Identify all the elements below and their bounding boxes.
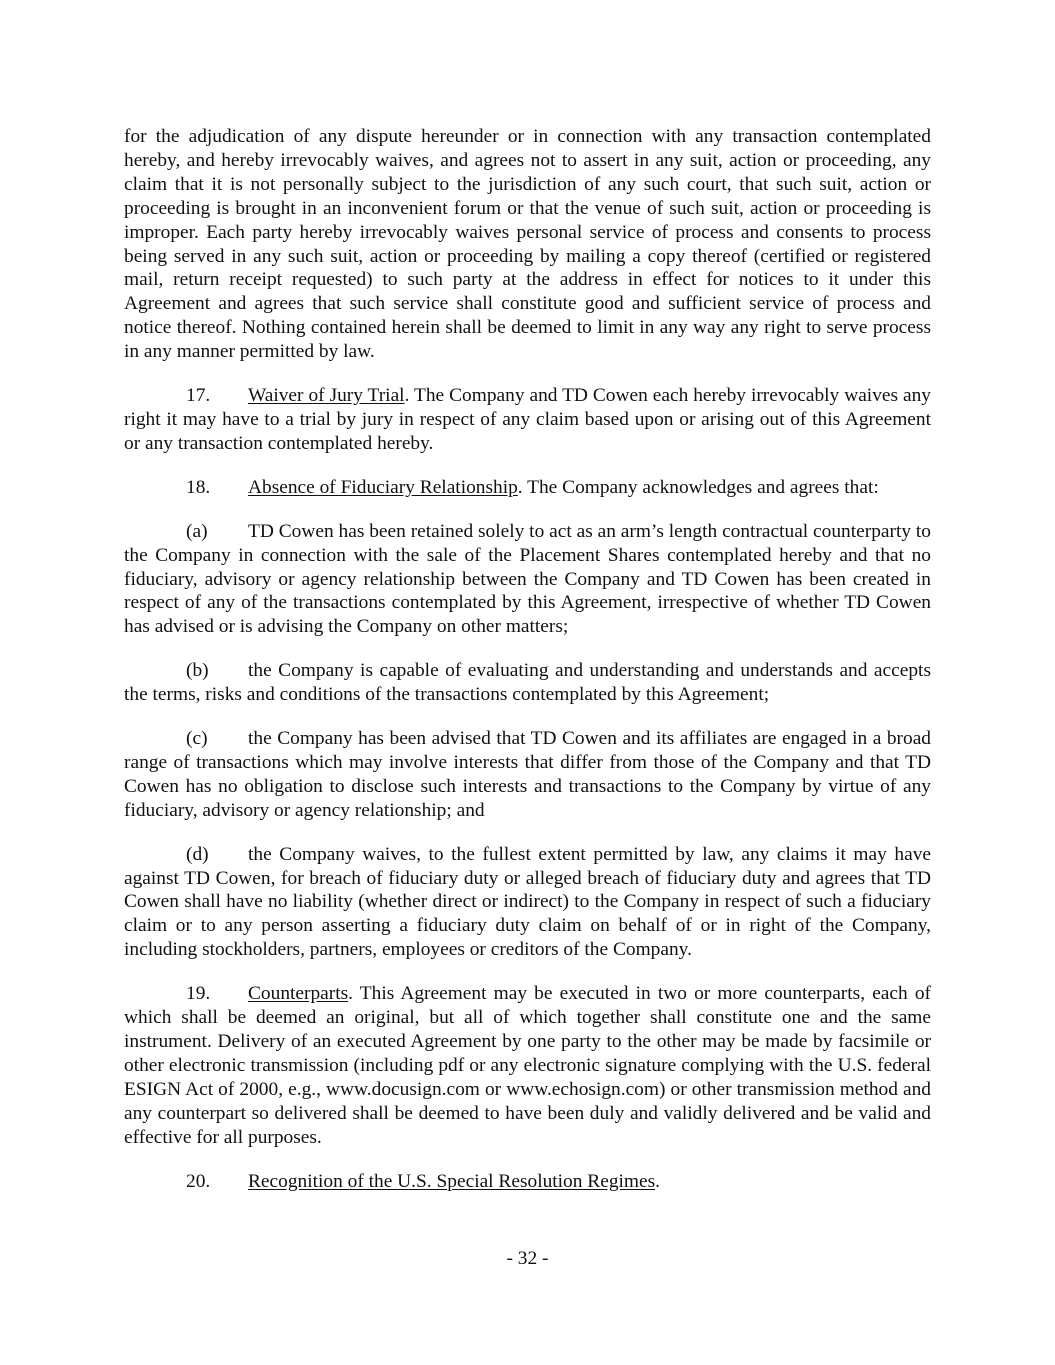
clause-text: the Company waives, to the fullest extent permitted by law, any claims it may have against TD Cowen, for breach of fiduciary duty or alleged breach of fiduciary duty and agrees that TD Cowen shall have no liability (whether direct or indirect) to the Company in respect of such a fiduciary claim or to any person asserting a fiduciary duty claim on behalf of or in right of the Company, including stockholders, partners, employees or creditors of the Company. (124, 843, 931, 961)
clause-label: (a) (186, 520, 208, 542)
clause-label: (b) (186, 660, 209, 682)
clause-text: the Company is capable of evaluating and understanding and understands and accepts the terms, risks and conditions of the transactions contemplated by this Agreement; (124, 660, 931, 706)
section-heading: Absence of Fiduciary Relationship (248, 476, 518, 498)
clause-18b (124, 659, 931, 707)
section-number: 18. (186, 476, 211, 498)
clause-text: the Company has been advised that TD Cowen and its affiliates are engaged in a broad range of transactions which may involve interests that differ from those of the Company and that TD Cowen has no obligation to disclose such interests and transactions to the Company by virtue of any fiduciary, advisory or agency relationship; and (124, 728, 931, 821)
clause-18d (124, 843, 931, 963)
section-heading: Recognition of the U.S. Special Resolution Regimes (248, 1170, 656, 1192)
section-heading: Waiver of Jury Trial (248, 385, 405, 407)
section-text: . The Company and TD Cowen each hereby irrevocably waives any right it may have to a trial by jury in respect of any claim based upon or arising out of this Agreement or any transaction contemplated hereby. (124, 385, 931, 454)
clause-label: (d) (186, 843, 209, 865)
clause-text: TD Cowen has been retained solely to act as an arm’s length contractual counterparty to the Company in connection with the sale of the Placement Shares contemplated hereby and that no fiduciary, advisory or agency relationship between the Company and TD Cowen has been created in respect of any of the transactions contemplated by this Agreement, irrespective of whether TD Cowen has advised or is advising the Company on other matters; (124, 520, 931, 638)
paragraph-continued: for the adjudication of any dispute hereunder or in connection with any transaction contemplated hereby, and hereby irrevocably waives, and agrees not to assert in any suit, action or proceeding, any claim that it is not personally subject to the jurisdiction of any such court, that such suit, action or proceeding is brought in an inconvenient forum or that the venue of such suit, action or proceeding is improper. Each party hereby irrevocably waives personal service of process and consents to process being served in any such suit, action or proceeding by mailing a copy thereof (certified or registered mail, return receipt requested) to such party at the address in effect for notices to it under this Agreement and agrees that such service shall constitute good and sufficient service of process and notice thereof. Nothing contained herein shall be deemed to limit in any way any right to serve process in any manner permitted by law. (124, 126, 931, 363)
section-18 (124, 476, 931, 500)
clause-18a (124, 520, 931, 640)
document-page (124, 125, 931, 1213)
section-text: . The Company acknowledges and agrees that: (517, 476, 879, 498)
section-number: 20. (186, 1170, 211, 1192)
section-text: . (655, 1170, 661, 1192)
section-text: . This Agreement may be executed in two or more counterparts, each of which shall be deemed an original, but all of which together shall constitute one and the same instrument. Delivery of an executed Agreement by one party to the other may be made by facsimile or other electronic transmission (including pdf or any electronic signature complying with the U.S. federal ESIGN Act of 2000, e.g., www.docusign.com or www.echosign.com) or other transmission method and any counterpart so delivered shall be deemed to have been duly and validly delivered and be valid and effective for all purposes. (124, 983, 931, 1148)
section-heading: Counterparts (248, 983, 349, 1005)
section-20 (124, 1170, 931, 1194)
section-number: 19. (186, 983, 211, 1005)
section-number: 17. (186, 385, 211, 407)
page-number: - 32 - (506, 1248, 549, 1269)
section-17 (124, 384, 931, 456)
section-19 (124, 982, 931, 1149)
clause-18c (124, 727, 931, 823)
clause-label: (c) (186, 728, 208, 750)
